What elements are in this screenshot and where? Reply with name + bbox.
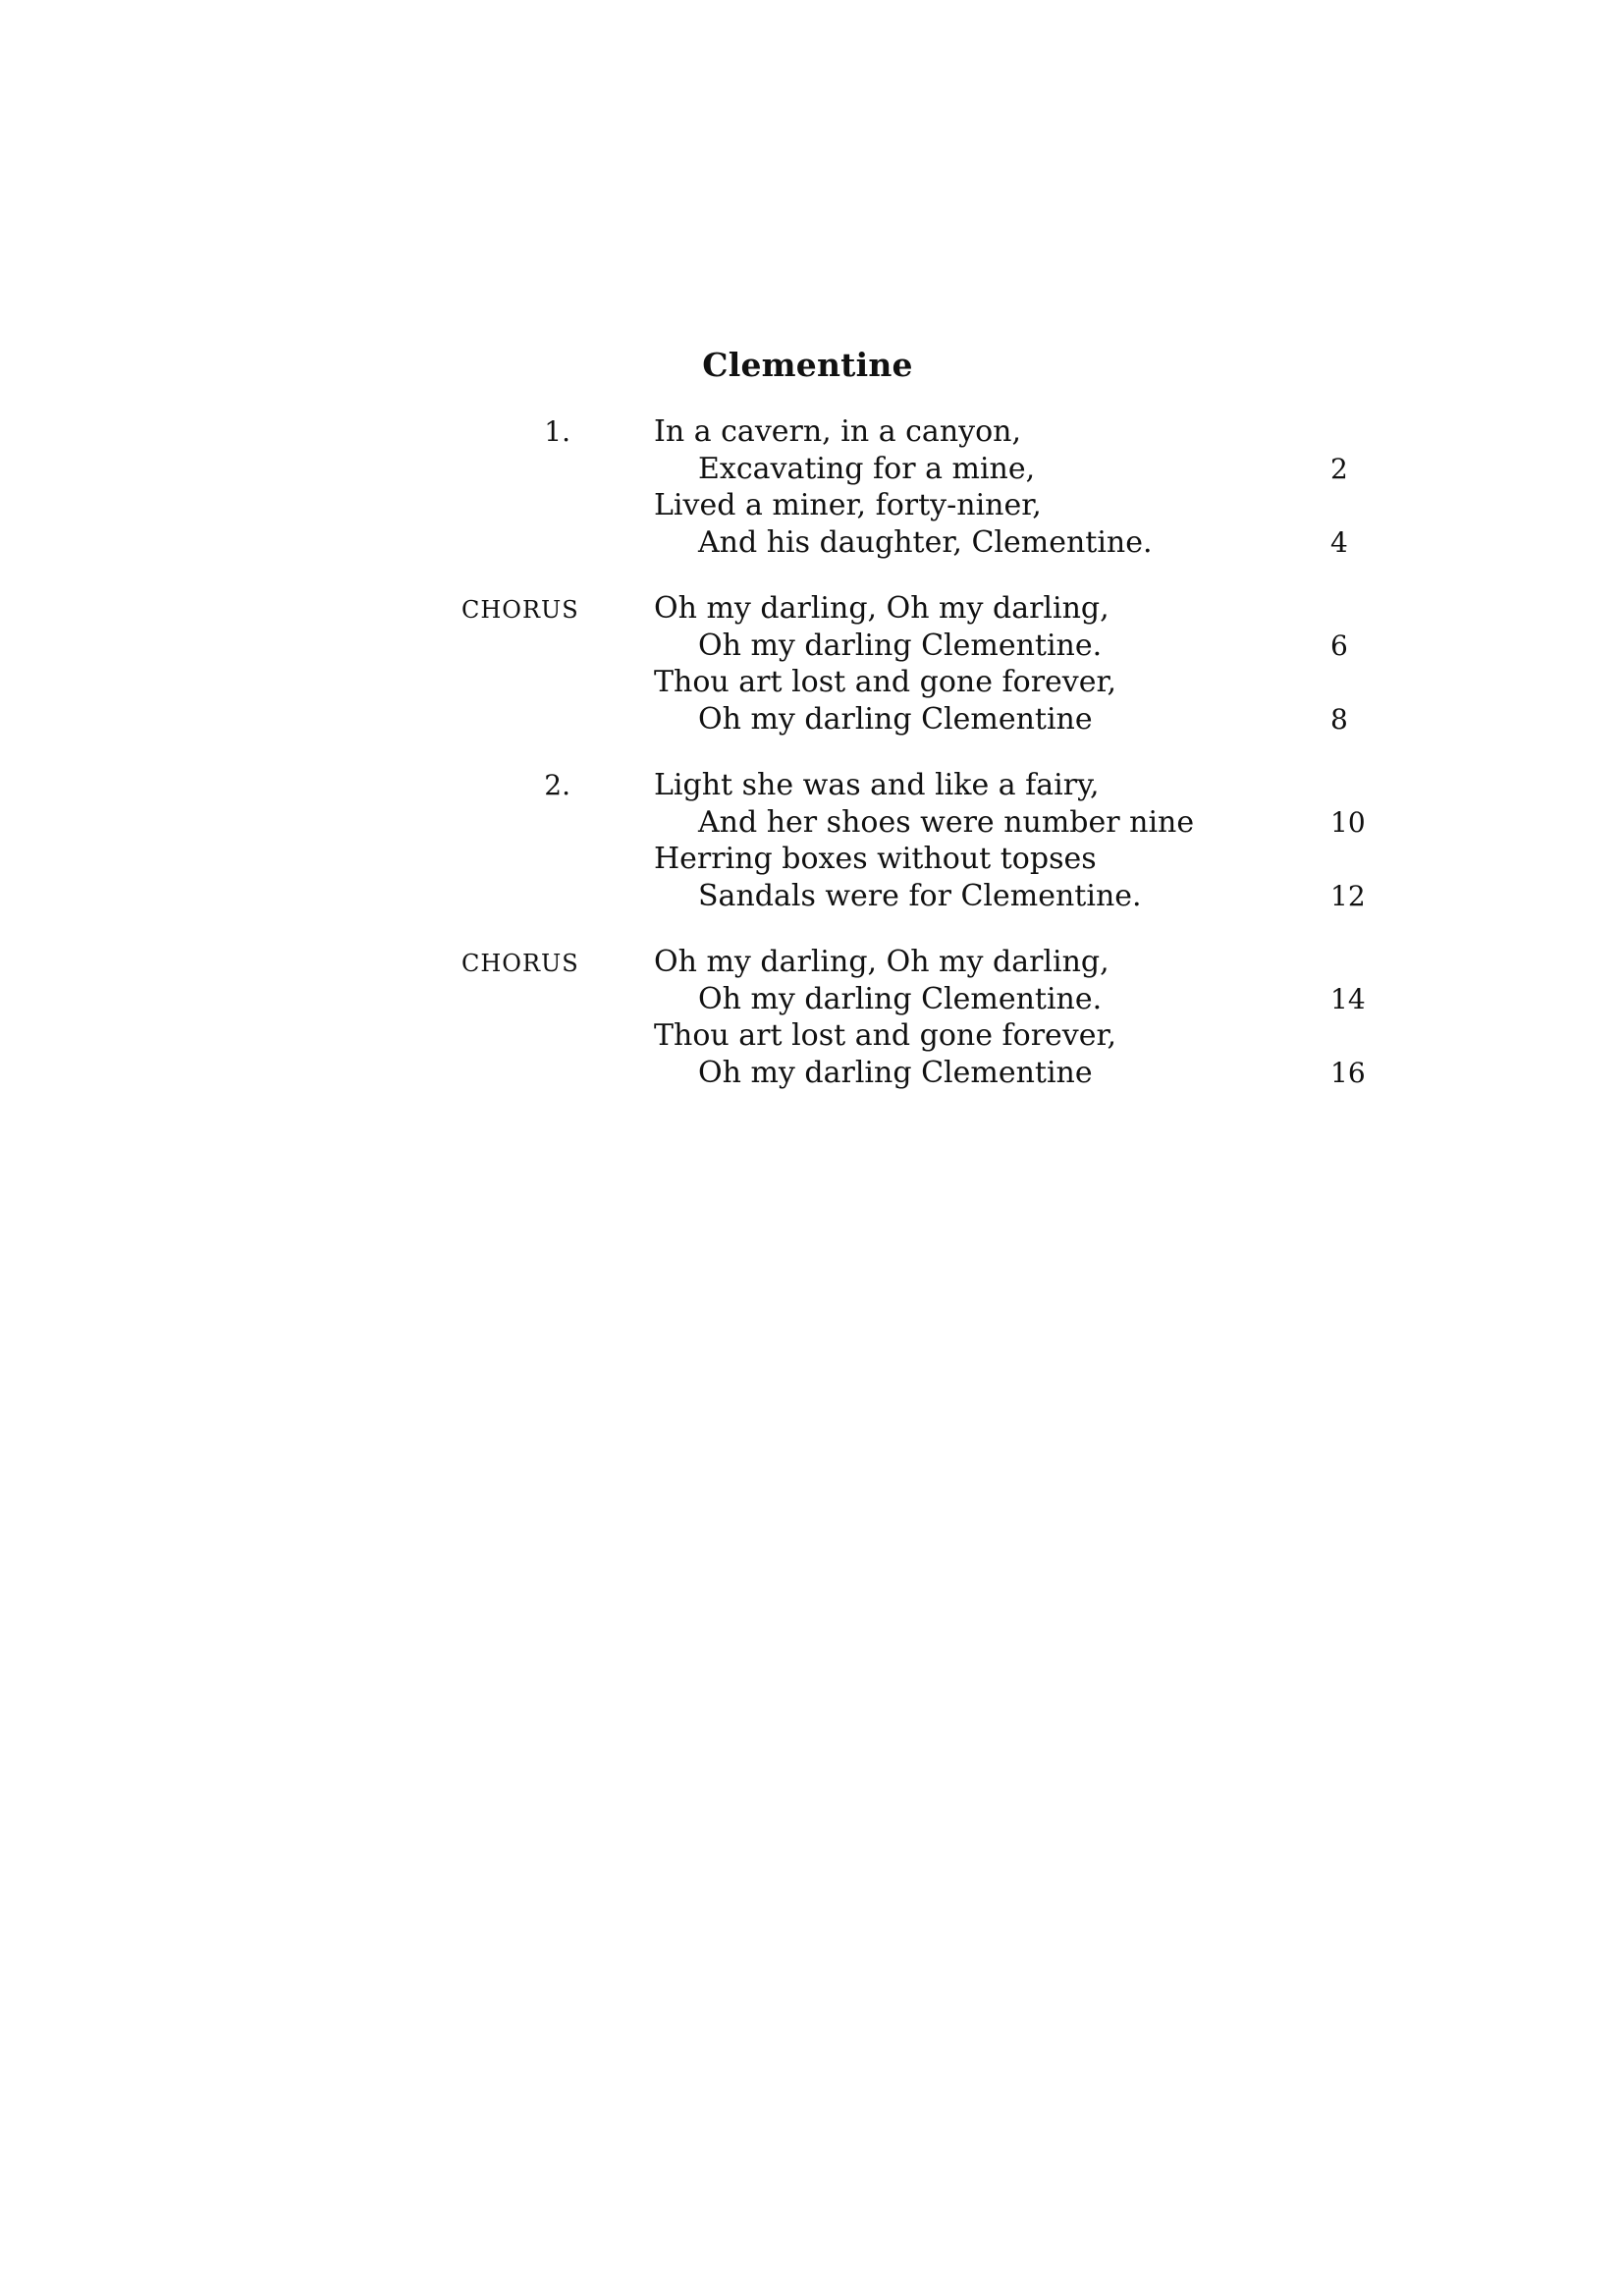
line-number: 10 xyxy=(1330,805,1366,839)
stanza-label: 1. xyxy=(544,415,570,448)
song-title-text: Clementine xyxy=(702,346,913,384)
lyric-line: Oh my darling Clementine. xyxy=(698,628,1103,663)
lyric-line: Lived a miner, forty-niner, xyxy=(654,488,1042,523)
lyric-line: Sandals were for Clementine. xyxy=(698,878,1142,913)
lyric-line: Excavating for a mine, xyxy=(698,451,1036,486)
lyric-line: In a cavern, in a canyon, xyxy=(654,414,1022,449)
lyric-line: And his daughter, Clementine. xyxy=(698,524,1153,560)
lyric-line: Oh my darling, Oh my darling, xyxy=(654,945,1109,979)
lyric-line: Oh my darling, Oh my darling, xyxy=(654,591,1109,626)
lyric-line: And her shoes were number nine xyxy=(698,804,1195,840)
lyric-line: Herring boxes without topses xyxy=(654,842,1097,877)
lyric-line: Oh my darling Clementine xyxy=(698,1055,1093,1090)
line-number: 8 xyxy=(1330,702,1348,736)
song-title xyxy=(0,346,1623,385)
lyric-line: Thou art lost and gone forever, xyxy=(654,665,1117,700)
line-number: 4 xyxy=(1330,525,1348,559)
line-number: 2 xyxy=(1330,452,1348,485)
lyric-line: Oh my darling Clementine. xyxy=(698,981,1103,1016)
stanza-label: CHORUS xyxy=(461,950,579,977)
line-number: 12 xyxy=(1330,879,1366,912)
lyric-line: Thou art lost and gone forever, xyxy=(654,1018,1117,1054)
line-number: 14 xyxy=(1330,982,1366,1015)
lyric-line: Light she was and like a fairy, xyxy=(654,768,1100,802)
lyric-line: Oh my darling Clementine xyxy=(698,701,1093,737)
line-number: 6 xyxy=(1330,629,1348,662)
stanza-label: CHORUS xyxy=(461,596,579,624)
stanza-label: 2. xyxy=(544,769,570,801)
line-number: 16 xyxy=(1330,1056,1366,1089)
